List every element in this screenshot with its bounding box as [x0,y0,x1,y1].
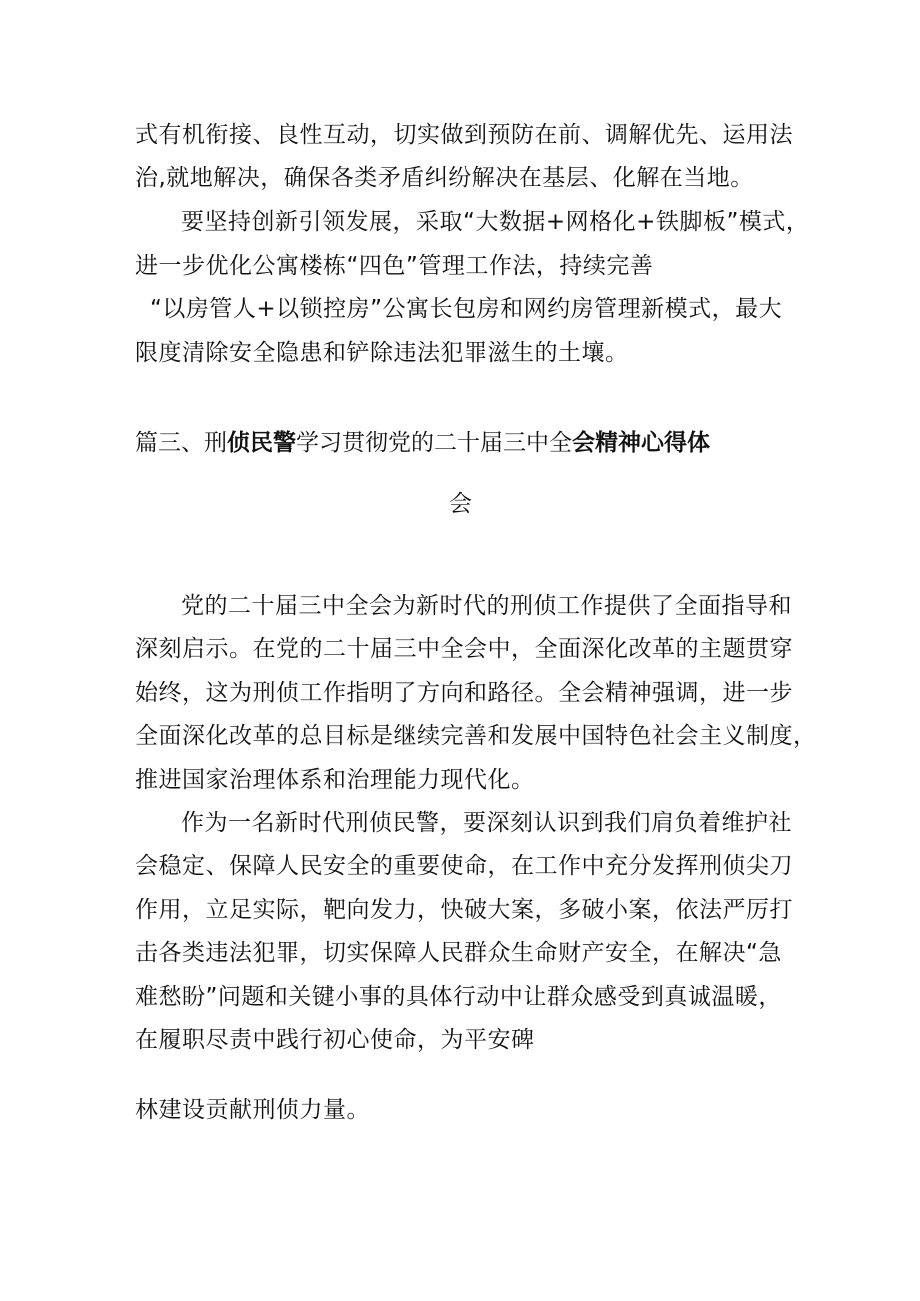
paragraph-line: 在履职尽责中践行初心使命，为平安碑 [135,1027,535,1053]
paragraph-line: “以房管人+以锁控房”公寓长包房和网约房管理新模式，最大 [150,296,783,322]
paragraph-line: 始终，这为刑侦工作指明了方向和路径。全会精神强调，进一步 [135,680,793,706]
paragraph-line: 式有机衔接、良性互动，切实做到预防在前、调解优先、运用法 [135,122,793,148]
paragraph-line: 进一步优化公寓楼栋“四色”管理工作法，持续完善 [135,253,654,279]
section-heading [135,428,710,458]
paragraph-line: 党的二十届三中全会为新时代的刑侦工作提供了全面指导和 [181,593,792,619]
paragraph-line: 治,就地解决，确保各类矛盾纠纷解决在基层、化解在当地。 [135,165,754,191]
paragraph-line: 深刻启示。在党的二十届三中全会中，全面深化改革的主题贯穿 [135,636,793,662]
paragraph-line: 作用，立足实际，靶向发力，快破大案，多破小案，依法严厉打 [135,897,793,923]
heading-part-bold: 侦民警 [227,430,296,456]
heading-part: 学习贯彻党的二十届三中全 [296,430,572,456]
paragraph-line: 全面深化改革的总目标是继续完善和发展中国特色社会主义制度， [135,723,817,749]
paragraph-line: 林建设贡献刑侦力量。 [135,1097,370,1123]
paragraph-line: 会稳定、保障人民安全的重要使命，在工作中充分发挥刑侦尖刀 [135,853,793,879]
paragraph-line: 限度清除安全隐患和铲除违法犯罪滋生的土壤。 [135,340,629,366]
paragraph-line: 难愁盼”问题和关键小事的具体行动中让群众感受到真诚温暖， [135,984,782,1010]
paragraph-line: 推进国家治理体系和治理能力现代化。 [135,767,535,793]
paragraph-line: 要坚持创新引领发展，采取“大数据+网格化+铁脚板”模式， [181,209,810,235]
heading-part: 篇三、刑 [135,430,227,456]
paragraph-line: 作为一名新时代刑侦民警，要深刻认识到我们肩负着维护社 [181,810,792,836]
section-heading-continuation: 会 [449,491,472,517]
heading-part-bold: 会精神心得体 [572,430,710,456]
paragraph-line: 击各类违法犯罪，切实保障人民群众生命财产安全，在解决“急 [135,940,782,966]
